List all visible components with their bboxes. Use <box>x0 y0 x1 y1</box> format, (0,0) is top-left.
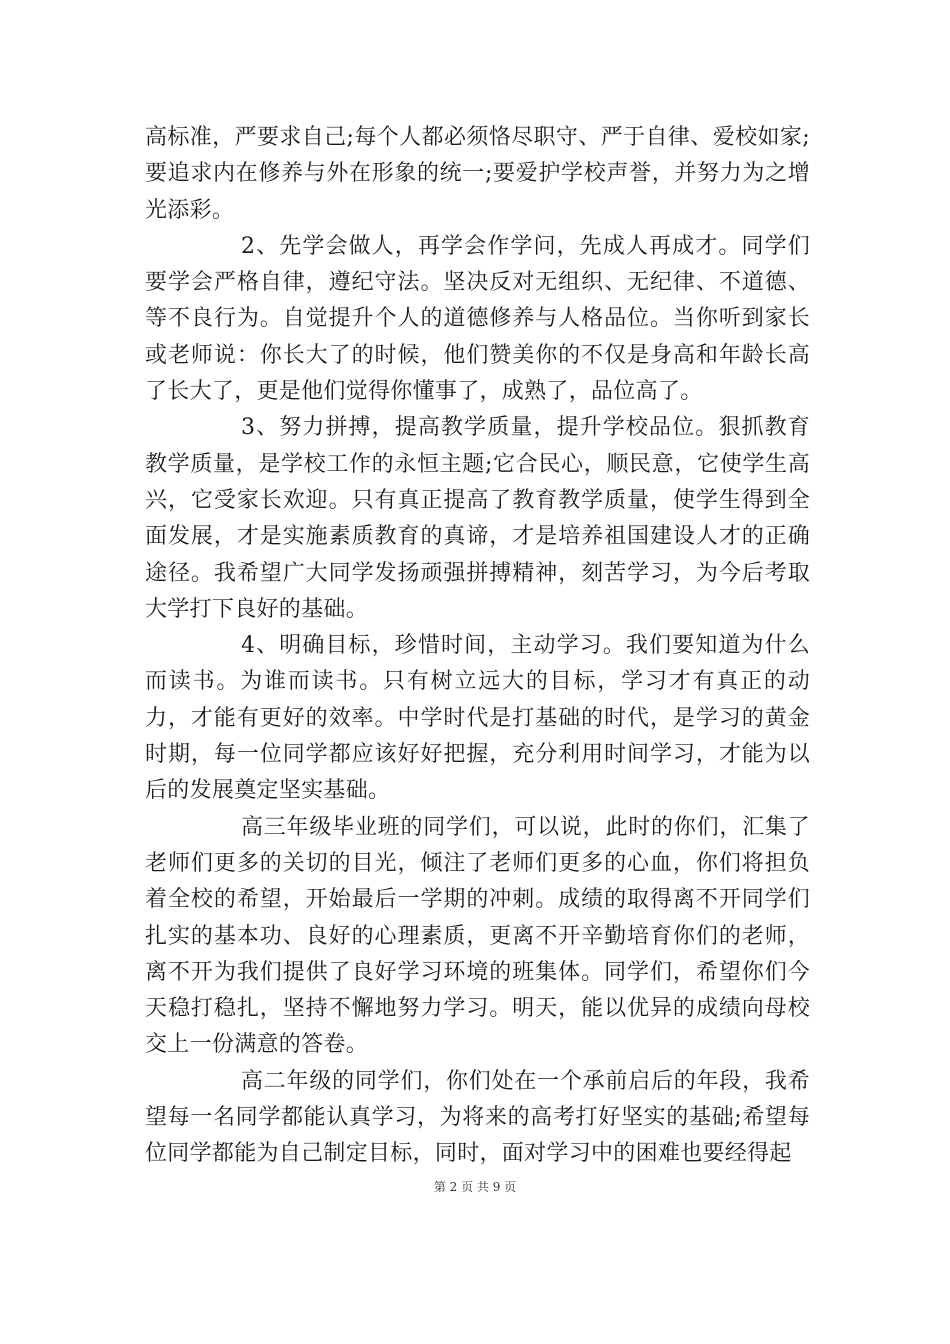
paragraph-point-2: 2、先学会做人，再学会作学问，先成人再成才。同学们要学会严格自律，遵纪守法。坚决反对无组织、无纪律、不道德、等不良行为。自觉提升个人的道德修养与人格品位。当你听到家长或老师说：你长大了的时候，他们赞美你的不仅是身高和年龄长高了长大了，更是他们觉得你懂事了，成熟了，品位高了。 <box>145 233 810 405</box>
paragraph-senior-two: 高二年级的同学们，你们处在一个承前启后的年段，我希望每一名同学都能认真学习，为将来的高考打好坚实的基础;希望每位同学都能为自己制定目标，同时，面对学习中的困难也要经得起 <box>145 1068 810 1167</box>
page-number-footer: 第 2 页 共 9 页 <box>433 1180 517 1194</box>
paragraph-continuation: 高标准，严要求自己;每个人都必须恪尽职守、严于自律、爱校如家;要追求内在修养与外在形象的统一;要爱护学校声誉，并努力为之增光添彩。 <box>145 125 810 223</box>
body-text <box>145 120 810 1173</box>
paragraph-point-3: 3、努力拼搏，提高教学质量，提升学校品位。狠抓教育教学质量，是学校工作的永恒主题;它合民心，顺民意，它使学生高兴，它受家长欢迎。只有真正提高了教育教学质量，使学生得到全面发展，才是实施素质教育的真谛，才是培养祖国建设人才的正确途径。我希望广大同学发扬顽强拼搏精神，刻苦学习，为今后考取大学打下良好的基础。 <box>145 415 810 622</box>
paragraph-senior-three: 高三年级毕业班的同学们，可以说，此时的你们，汇集了老师们更多的关切的目光，倾注了老师们更多的心血，你们将担负着全校的希望，开始最后一学期的冲刺。成绩的取得离不开同学们扎实的基本功、良好的心理素质，更离不开辛勤培育你们的老师，离不开为我们提供了良好学习环境的班集体。同学们，希望你们今天稳打稳扎，坚持不懈地努力学习。明天，能以优异的成绩向母校交上一份满意的答卷。 <box>145 814 810 1058</box>
paragraph-point-4: 4、明确目标，珍惜时间，主动学习。我们要知道为什么而读书。为谁而读书。只有树立远大的目标，学习才有真正的动力，才能有更好的效率。中学时代是打基础的时代，是学习的黄金时期，每一位同学都应该好好把握，充分利用时间学习，才能为以后的发展奠定坚实基础。 <box>145 633 810 804</box>
